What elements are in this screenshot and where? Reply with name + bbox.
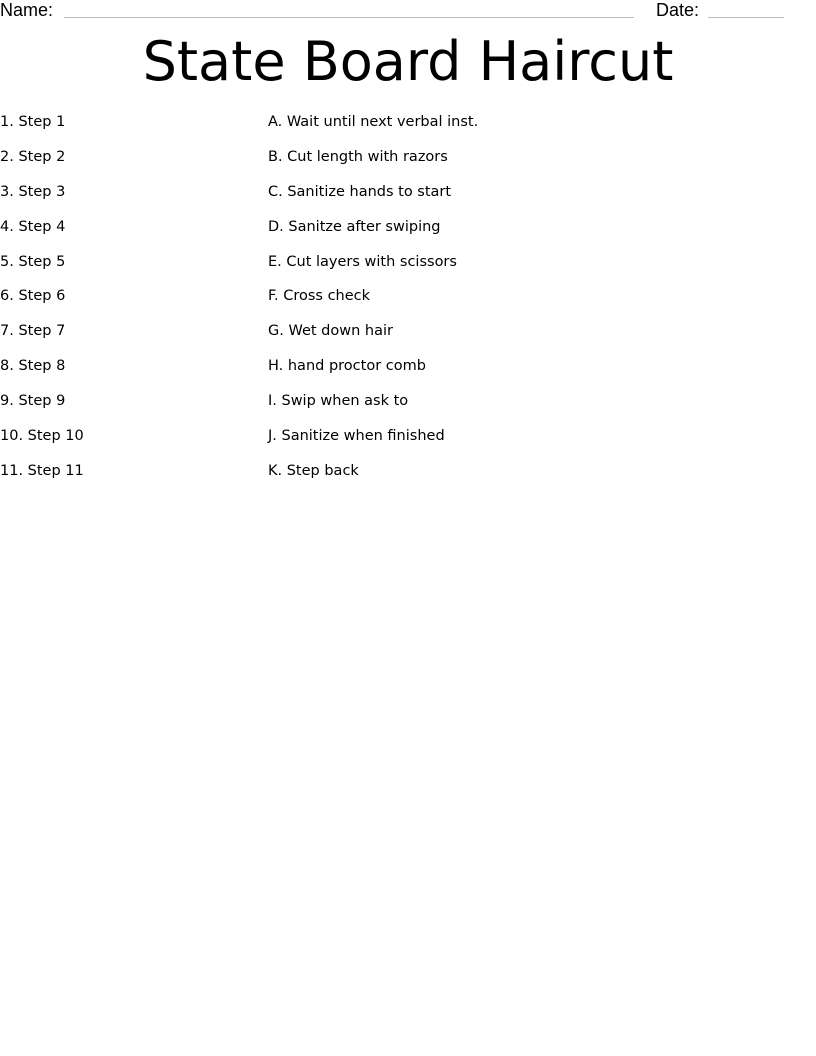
term-item: 4. Step 4 <box>0 218 66 235</box>
definition-item: J. Sanitize when finished <box>268 428 445 445</box>
definition-item: F. Cross check <box>268 288 371 305</box>
definition-item: I. Swip when ask to <box>268 393 409 410</box>
page-title: State Board Haircut <box>142 30 674 93</box>
term-item: 8. Step 8 <box>0 358 66 375</box>
matching-row <box>0 147 816 182</box>
term-item: 6. Step 6 <box>0 288 66 305</box>
name-label: Name: <box>0 0 54 20</box>
term-item: 7. Step 7 <box>0 323 66 340</box>
matching-row <box>0 461 816 496</box>
definition-item: E. Cut layers with scissors <box>268 253 457 270</box>
term-item: 5. Step 5 <box>0 253 66 270</box>
definition-item: A. Wait until next verbal inst. <box>268 114 479 130</box>
definition-item: G. Wet down hair <box>268 323 393 340</box>
definition-item: B. Cut length with razors <box>268 148 448 165</box>
matching-row <box>0 426 816 461</box>
term-item: 9. Step 9 <box>0 393 66 410</box>
term-item: 11. Step 11 <box>0 462 84 479</box>
matching-row <box>0 286 816 321</box>
matching-list <box>0 112 816 496</box>
date-label: Date: <box>656 0 700 20</box>
definition-item: C. Sanitize hands to start <box>268 183 452 200</box>
definition-item: K. Step back <box>268 462 359 479</box>
term-item: 10. Step 10 <box>0 428 84 445</box>
matching-row <box>0 252 816 287</box>
matching-row <box>0 321 816 356</box>
definition-item: D. Sanitze after swiping <box>268 218 441 235</box>
definition-item: H. hand proctor comb <box>268 358 426 375</box>
matching-row <box>0 182 816 217</box>
matching-row <box>0 391 816 426</box>
term-item: 1. Step 1 <box>0 114 66 130</box>
matching-row <box>0 217 816 252</box>
matching-row <box>0 112 816 147</box>
name-blank-line <box>64 17 634 18</box>
date-blank-line <box>708 17 784 18</box>
matching-row <box>0 356 816 391</box>
term-item: 2. Step 2 <box>0 148 66 165</box>
term-item: 3. Step 3 <box>0 183 66 200</box>
worksheet-header <box>0 0 816 24</box>
